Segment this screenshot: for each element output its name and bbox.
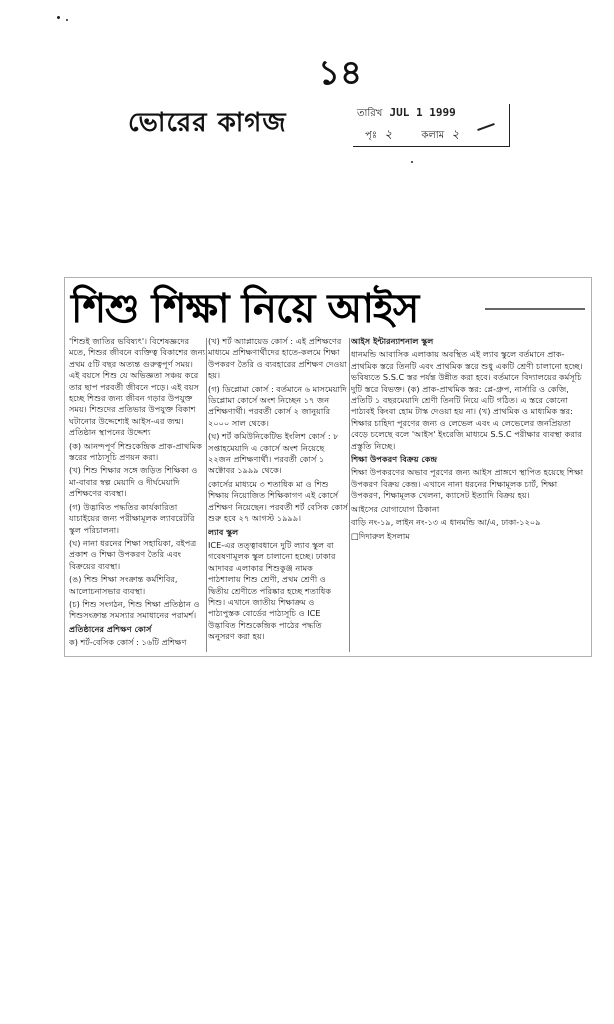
- subheading: আইস ইন্টারন্যাশনাল স্কুল: [351, 336, 434, 346]
- date-stamp: [353, 104, 510, 147]
- article-clipping: [64, 277, 592, 657]
- headline-rule: [485, 308, 585, 310]
- paragraph: (ক) আনন্দপূর্ণ শিশুকেন্দ্রিক প্রাক-প্রাথমিক স্তরের পাঠ্যসূচি প্রণয়ন করা।: [69, 440, 202, 463]
- newspaper-masthead: ভোরের কাগজ: [128, 108, 287, 138]
- paragraph: ICE-এর তত্ত্বাবধানে দুটি ল্যাব স্কুল বা গবেষণামূলক স্কুল চালানো হচ্ছে। ঢাকার আদাবর এলাকার শিশুকুঞ্জ নামক পাঠশালায় শিশু শ্রেণী, প্রথম শ্রেণী ও দ্বিতীয় শ্রেণীতে পরিষ্কার হচ্ছে শতাধিক শিশু। এখানে জাতীয় শিক্ষাক্রম ও পাঠ্যপুস্তক বোর্ডের পাঠ্যসূচি ও ICE উদ্ভাবিত শিশুকেন্দ্রিক পাঠের পদ্ধতি অনুসরণ করা হয়।: [208, 539, 336, 642]
- paragraph: শিক্ষা উপকরণের অভাব পূরণের জন্য আইস প্রাঙ্গণে স্থাপিত হয়েছে শিক্ষা উপকরণ বিক্রয় কেন্দ্র। এখানে নানা ধরনের শিক্ষামূলক চার্ট, শিক্ষা উপকরণ, শিক্ষামূলক খেলনা, ক্যাসেট ইত্যাদি বিক্রয় হয়।: [351, 467, 584, 501]
- subheading: ল্যাব স্কুল: [208, 526, 239, 537]
- column-divider: [206, 338, 207, 652]
- paragraph: (খ) শর্ট অ্যাপ্লায়েড কোর্স : এই প্রশিক্ষণের মাধ্যমে প্রশিক্ষণার্থীদের হাতে-কলমে শিক্ষা উপকরণ তৈরি ও ব্যবহারের প্রশিক্ষণ দেওয়া হয়।: [208, 336, 347, 381]
- stamp-column-label: কলাম: [421, 130, 445, 141]
- paragraph: (ঘ) শর্ট কমিউনিকেটিভ ইংলিশ কোর্স : ৮ সপ্তাহমেয়াদি এ কোর্সে অংশ নিয়েছে ২২জন প্রশিক্ষণার্থী। পরবর্তী কোর্স ১ অক্টোবর ১৯৯৯ থেকে।: [208, 431, 339, 476]
- paragraph: (গ) ডিপ্লোমা কোর্স : বর্তমানে ৬ মাসমেয়াদি ডিপ্লোমা কোর্সে অংশ নিচ্ছেন ১৭ জন প্রশিক্ষণার্থী। পরবর্তী কোর্স ২ জানুয়ারি ২০০০ সাল থেকে।: [208, 383, 347, 428]
- column-divider: [349, 338, 350, 652]
- paragraph: আইসের যোগাযোগ ঠিকানা: [351, 503, 440, 514]
- article-headline: শিশু শিক্ষা নিয়ে আইস: [71, 285, 419, 332]
- article-column-1: [69, 336, 205, 654]
- stamp-column-value: ২: [451, 127, 460, 141]
- paragraph: (ঙ) শিশু শিক্ষা সংক্রান্ত কর্মশিবির, আলোচনাসভার ব্যবস্থা।: [69, 574, 178, 596]
- scan-speck: [57, 16, 60, 19]
- stamp-page-value: ২: [384, 127, 393, 141]
- article-column-2: [208, 336, 348, 654]
- paragraph: ধানমন্ডি আবাসিক এলাকায় অবস্থিত এই ল্যাব স্কুলে বর্তমানে প্রাক-প্রাথমিক স্তরে তিনটি এবং প্রাথমিক স্তরে শুধু একটি শ্রেণী চালানো হচ্ছে। ভবিষ্যতে S.S.C স্তর পর্যন্ত উন্নীত করা হবে। বর্তমানে বিদ্যালয়ের কর্মসূচি দুটি স্তরে বিভক্ত। (ক) প্রাক-প্রাথমিক স্তর: প্লে-গ্রুপ, নার্সারি ও কেজি, প্রতিটি ১ বছরমেয়াদি শ্রেণী তিনটি নিয়ে এটি গঠিত। এ স্তরে কোনো পাঠ্যবই কিংবা হোম টাস্ক দেওয়া হয় না। (খ) প্রাথমিক ও মাধ্যমিক স্তর: শিক্ষার চাহিদা পূরণের জন্য ও লেভেল এবং এ লেভেলের জনপ্রিয়তা বেড়ে চলেছে বলে 'আইস' ইংরেজি মাধ্যমে S.S.C পরীক্ষার ব্যবস্থা করার প্রস্তুতি নিচ্ছে।: [351, 349, 583, 451]
- subheading: শিক্ষা উপকরণ বিক্রয় কেন্দ্র: [351, 454, 438, 465]
- subheading: প্রতিষ্ঠানের প্রশিক্ষণ কোর্স: [69, 623, 152, 634]
- stamp-pen-mark: [477, 123, 495, 131]
- stamp-date: JUL 1 1999: [389, 106, 456, 119]
- page-number: ১৪: [318, 53, 363, 93]
- scan-speck: [66, 19, 68, 21]
- paragraph: 'শিশুই জাতির ভবিষ্যৎ'। বিশেষজ্ঞদের মতে, শিশুর জীবনে ব্যক্তিত্ব বিকাশের জন্য প্রথম ৫টি বছর অত্যন্ত গুরুত্বপূর্ণ সময়। এই বয়সে শিশু যে অভিজ্ঞতা সঞ্চয় করে তার ছাপ পরবর্তী জীবনে পড়ে। এই বয়স হচ্ছে শিশুর জন্য জীবন গড়ার উপযুক্ত সময়। শিশুদের প্রতিভার উপযুক্ত বিকাশ ঘটানোর উদ্দেশ্যেই আইস-এর জন্ম। প্রতিষ্ঠান স্থাপনের উদ্দেশ্য: [69, 336, 205, 438]
- article-column-3: [351, 336, 585, 654]
- paragraph: (ঘ) নানা ধরনের শিক্ষা সহায়িকা, বইপত্র প্রকাশ ও শিক্ষা উপকরণ তৈরি এবং বিক্রয়ের ব্যবস্থা।: [69, 537, 197, 571]
- paragraph: (খ) শিশু শিক্ষার সঙ্গে জড়িত শিক্ষিকা ও মা-বাবার স্বল্প মেয়াদি ও দীর্ঘমেয়াদি প্রশিক্ষণের ব্যবস্থা।: [69, 465, 198, 499]
- stamp-date-label: তারিখ: [357, 108, 383, 119]
- paragraph: (চ) শিশু সংগঠন, শিশু শিক্ষা প্রতিষ্ঠান ও শিশুসংক্রান্ত সমস্যার সমাধানের পরামর্শ।: [69, 598, 200, 621]
- paragraph: (গ) উদ্ভাবিত পদ্ধতির কার্যকারিতা যাচাইয়ের জন্য পরীক্ষামূলক ল্যাবরেটরি স্কুল পরিচালনা।: [69, 501, 195, 535]
- paragraph: কোর্সের মাধ্যমে ৩ শতাধিক মা ও শিশু শিক্ষায় নিয়োজিত শিক্ষিকাগণ এই কোর্সে প্রশিক্ষণ নিয়েছেন। পরবর্তী শর্ট বেসিক কোর্স শুরু হবে ২৭ আগস্ট ১৯৯৯।: [208, 478, 348, 524]
- stamp-page-label: পৃঃ: [365, 130, 378, 141]
- address: বাড়ি নং-১৯, লাইন নং-১৩ এ ধানমন্ডি আ/এ, ঢাকা-১২০৯: [351, 517, 541, 528]
- paragraph: ক) শর্ট-বেসিক কোর্স : ১৬টি প্রশিক্ষণ: [69, 637, 187, 648]
- scan-speck: [411, 161, 413, 163]
- author-byline: □ দিদারুল ইসলাম: [351, 531, 585, 542]
